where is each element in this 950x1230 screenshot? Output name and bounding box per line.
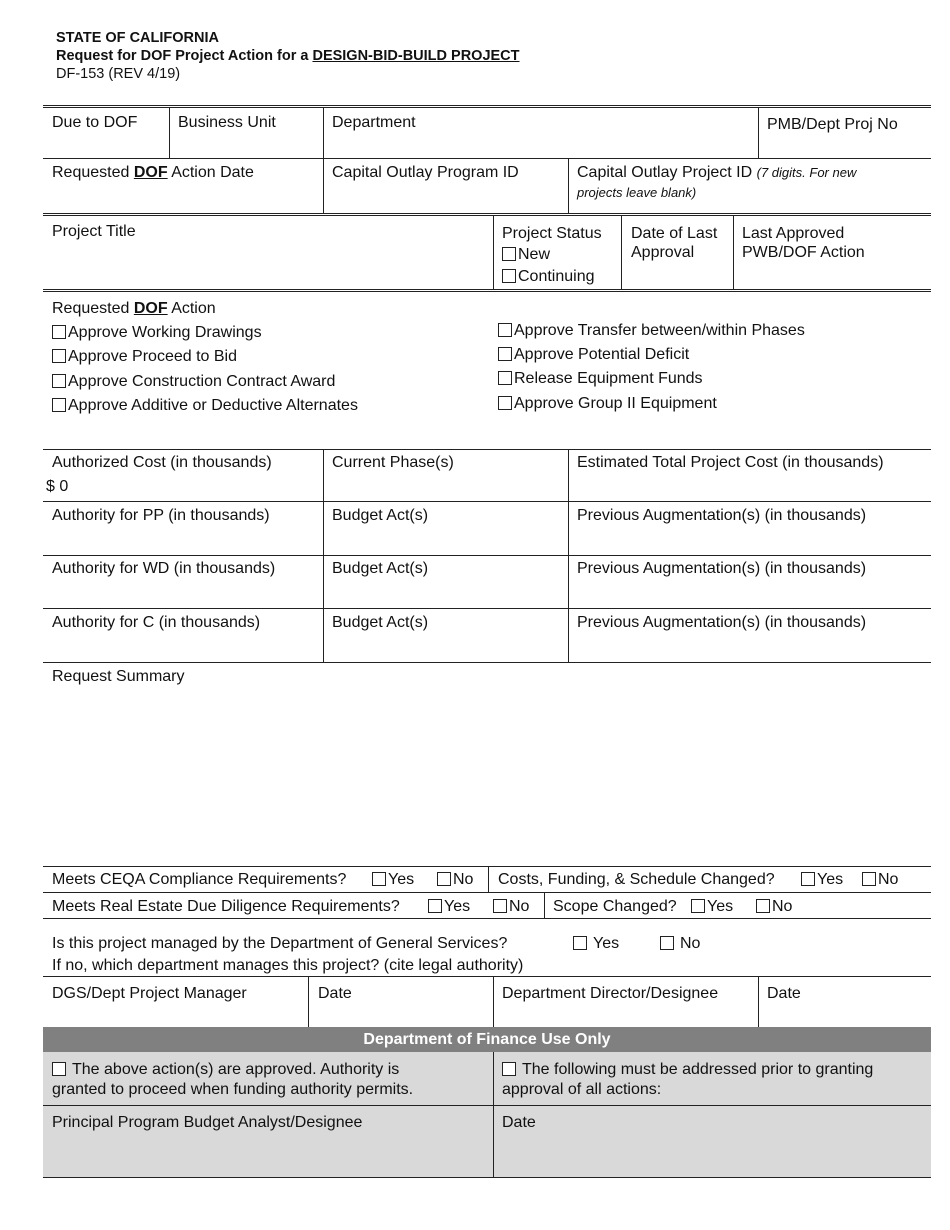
checkbox-icon xyxy=(573,936,587,950)
divider xyxy=(43,1105,931,1106)
action-contract-award-checkbox[interactable]: Approve Construction Contract Award xyxy=(52,372,335,391)
estimated-total-cost-field[interactable]: Estimated Total Project Cost (in thousands) xyxy=(577,454,884,471)
budget-act-wd-field[interactable]: Budget Act(s) xyxy=(332,560,429,577)
divider xyxy=(43,662,931,663)
project-status-label: Project Status xyxy=(502,225,602,242)
divider xyxy=(43,866,931,867)
form-id: DF-153 (REV 4/19) xyxy=(56,66,181,82)
director-date[interactable]: Date xyxy=(767,985,801,1002)
checkbox-icon xyxy=(437,872,451,886)
divider xyxy=(43,105,931,108)
divider xyxy=(493,1052,494,1177)
authority-wd-field[interactable]: Authority for WD (in thousands) xyxy=(52,560,276,577)
authority-c-field[interactable]: Authority for C (in thousands) xyxy=(52,614,261,631)
checkbox-icon xyxy=(498,323,512,337)
action-alternates-checkbox[interactable]: Approve Additive or Deductive Alternates xyxy=(52,396,358,415)
divider xyxy=(323,108,324,214)
dof-following-checkbox[interactable]: The following must be addressed prior to granting xyxy=(502,1060,873,1079)
checkbox-icon xyxy=(52,325,66,339)
checkbox-icon xyxy=(502,1062,516,1076)
date-last-approval-field[interactable]: Date of Last Approval xyxy=(631,225,718,261)
project-title-field[interactable]: Project Title xyxy=(52,223,136,240)
divider xyxy=(568,158,569,214)
business-unit-field[interactable]: Business Unit xyxy=(178,114,276,131)
authorized-cost-value[interactable]: $ 0 xyxy=(46,478,69,495)
ceqa-no-checkbox[interactable]: No xyxy=(437,870,473,889)
action-transfer-phases-checkbox[interactable]: Approve Transfer between/within Phases xyxy=(498,321,805,340)
budget-act-c-field[interactable]: Budget Act(s) xyxy=(332,614,429,631)
divider xyxy=(43,976,931,977)
prev-aug-wd-field[interactable]: Previous Augmentation(s) (in thousands) xyxy=(577,560,867,577)
checkbox-icon xyxy=(502,247,516,261)
divider xyxy=(43,608,931,609)
dgs-question: Is this project managed by the Department of General Services? xyxy=(52,935,508,952)
divider xyxy=(544,892,545,918)
authority-pp-field[interactable]: Authority for PP (in thousands) xyxy=(52,507,270,524)
scope-changed-question: Scope Changed? xyxy=(553,898,677,915)
form-title: Request for DOF Project Action for a DESIGN-BID-BUILD PROJECT xyxy=(56,48,520,64)
divider xyxy=(733,216,734,290)
authorized-cost-label: Authorized Cost (in thousands) xyxy=(52,454,272,471)
divider xyxy=(43,449,931,450)
real-estate-no-checkbox[interactable]: No xyxy=(493,897,529,916)
checkbox-icon xyxy=(52,1062,66,1076)
scope-changed-no-checkbox[interactable]: No xyxy=(756,897,792,916)
due-to-dof-field[interactable]: Due to DOF xyxy=(52,114,138,131)
request-summary-field[interactable]: Request Summary xyxy=(52,668,185,685)
dof-section-heading: Department of Finance Use Only xyxy=(43,1027,931,1052)
status-new-checkbox[interactable]: New xyxy=(502,245,550,264)
costs-changed-yes-checkbox[interactable]: Yes xyxy=(801,870,843,889)
checkbox-icon xyxy=(498,347,512,361)
department-field[interactable]: Department xyxy=(332,114,416,131)
action-proceed-to-bid-checkbox[interactable]: Approve Proceed to Bid xyxy=(52,347,237,366)
budget-act-pp-field[interactable]: Budget Act(s) xyxy=(332,507,429,524)
requested-action-date-field[interactable]: Requested DOF Action Date xyxy=(52,164,254,181)
program-id-field[interactable]: Capital Outlay Program ID xyxy=(332,164,519,181)
prev-aug-c-field[interactable]: Previous Augmentation(s) (in thousands) xyxy=(577,614,867,631)
divider xyxy=(43,1177,931,1178)
last-approved-action-field[interactable]: Last Approved PWB/DOF Action xyxy=(742,225,865,261)
project-id-note: projects leave blank) xyxy=(577,185,697,200)
checkbox-icon xyxy=(52,374,66,388)
dgs-yes-checkbox[interactable]: Yes xyxy=(573,934,619,953)
dgs-no-checkbox[interactable]: No xyxy=(660,934,700,953)
checkbox-icon xyxy=(502,269,516,283)
real-estate-question: Meets Real Estate Due Diligence Requirements? xyxy=(52,898,400,915)
pmb-proj-no-field[interactable]: PMB/Dept Proj No xyxy=(767,116,898,133)
costs-changed-question: Costs, Funding, & Schedule Changed? xyxy=(498,871,775,888)
divider xyxy=(43,158,931,159)
checkbox-icon xyxy=(52,398,66,412)
dof-approved-text: granted to proceed when funding authority permits. xyxy=(52,1081,414,1098)
divider xyxy=(758,976,759,1027)
divider xyxy=(758,108,759,158)
director-signature[interactable]: Department Director/Designee xyxy=(502,985,719,1002)
managing-department-field[interactable]: If no, which department manages this project? (cite legal authority) xyxy=(52,957,524,974)
divider xyxy=(43,501,931,502)
divider xyxy=(493,216,494,290)
costs-changed-no-checkbox[interactable]: No xyxy=(862,870,898,889)
checkbox-icon xyxy=(493,899,507,913)
checkbox-icon xyxy=(756,899,770,913)
prev-aug-pp-field[interactable]: Previous Augmentation(s) (in thousands) xyxy=(577,507,867,524)
divider xyxy=(621,216,622,290)
divider xyxy=(493,976,494,1027)
project-id-field[interactable]: Capital Outlay Project ID (7 digits. For new xyxy=(577,164,857,181)
checkbox-icon xyxy=(498,396,512,410)
divider xyxy=(43,289,931,292)
dof-following-text: approval of all actions: xyxy=(502,1081,662,1098)
ceqa-yes-checkbox[interactable]: Yes xyxy=(372,870,414,889)
requested-action-label: Requested DOF Action xyxy=(52,300,216,317)
checkbox-icon xyxy=(372,872,386,886)
divider xyxy=(43,892,931,893)
divider xyxy=(43,555,931,556)
form-header xyxy=(56,29,520,83)
checkbox-icon xyxy=(660,936,674,950)
divider xyxy=(169,108,170,158)
checkbox-icon xyxy=(498,371,512,385)
state-label: STATE OF CALIFORNIA xyxy=(56,30,219,46)
checkbox-icon xyxy=(691,899,705,913)
divider xyxy=(488,866,489,892)
ceqa-question: Meets CEQA Compliance Requirements? xyxy=(52,871,347,888)
analyst-signature[interactable]: Principal Program Budget Analyst/Designee xyxy=(52,1114,363,1131)
divider xyxy=(43,918,931,919)
checkbox-icon xyxy=(428,899,442,913)
action-working-drawings-checkbox[interactable]: Approve Working Drawings xyxy=(52,323,262,342)
current-phase-field[interactable]: Current Phase(s) xyxy=(332,454,454,471)
checkbox-icon xyxy=(801,872,815,886)
checkbox-icon xyxy=(862,872,876,886)
analyst-date[interactable]: Date xyxy=(502,1114,536,1131)
action-potential-deficit-checkbox[interactable]: Approve Potential Deficit xyxy=(498,345,689,364)
scope-changed-yes-checkbox[interactable]: Yes xyxy=(691,897,733,916)
divider xyxy=(308,976,309,1027)
project-manager-signature[interactable]: DGS/Dept Project Manager xyxy=(52,985,247,1002)
action-release-equipment-checkbox[interactable]: Release Equipment Funds xyxy=(498,369,703,388)
dof-approved-checkbox[interactable]: The above action(s) are approved. Authority is xyxy=(52,1060,399,1079)
real-estate-yes-checkbox[interactable]: Yes xyxy=(428,897,470,916)
status-continuing-checkbox[interactable]: Continuing xyxy=(502,267,595,286)
action-group-ii-equipment-checkbox[interactable]: Approve Group II Equipment xyxy=(498,394,717,413)
divider xyxy=(43,213,931,216)
project-manager-date[interactable]: Date xyxy=(318,985,352,1002)
checkbox-icon xyxy=(52,349,66,363)
